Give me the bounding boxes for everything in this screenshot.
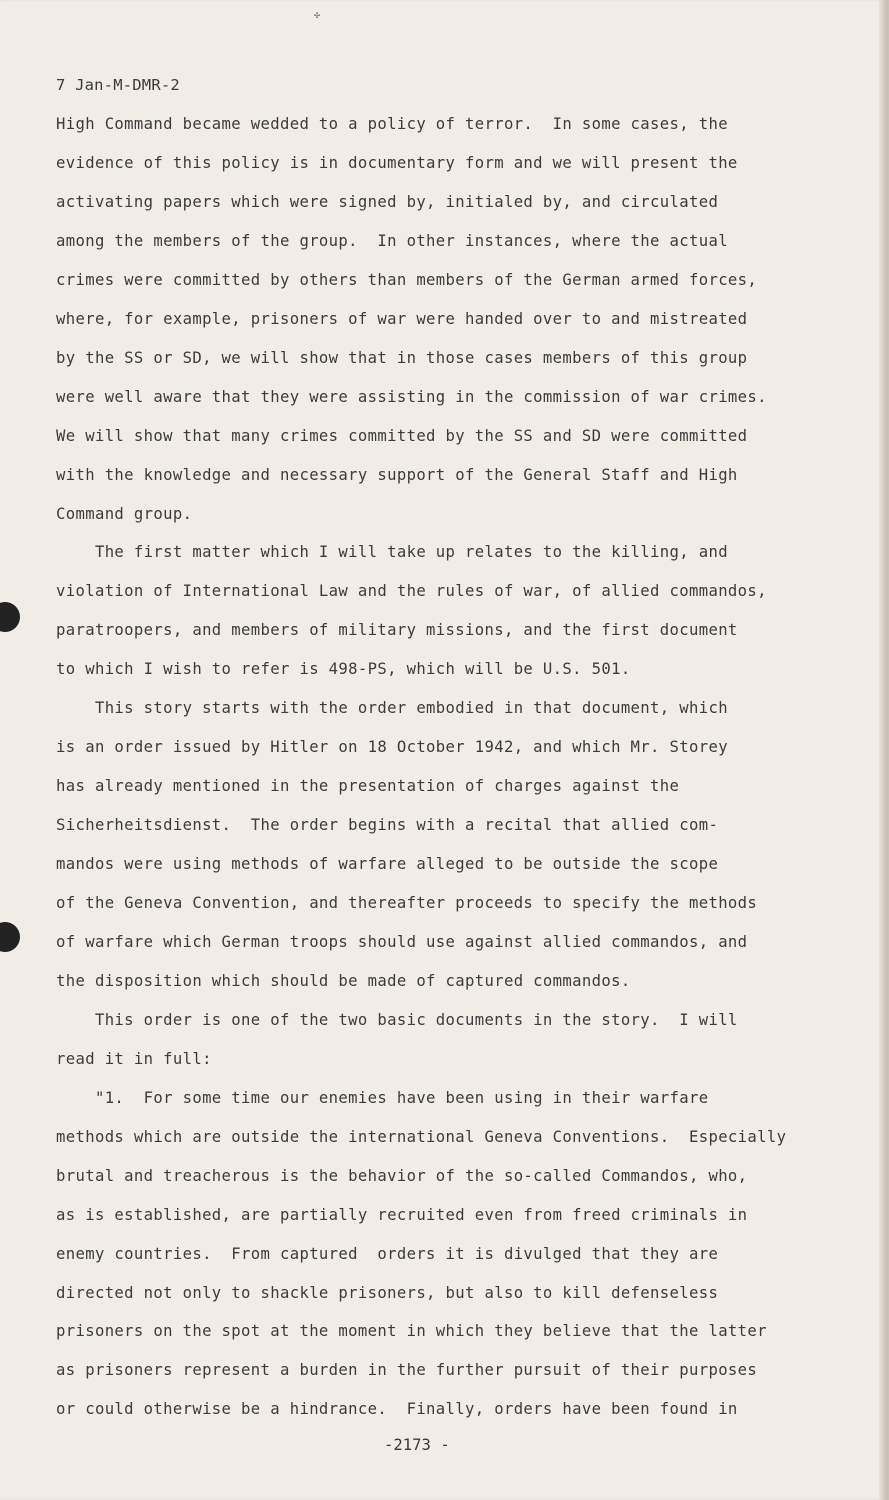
text-line: the disposition which should be made of captured commandos.	[56, 971, 631, 990]
document-reference: 7 Jan-M-DMR-2	[56, 76, 180, 94]
text-line: violation of International Law and the rules of war, of allied commandos,	[56, 582, 767, 601]
text-line: as is established, are partially recruited even from freed criminals in	[56, 1205, 748, 1224]
text-line: brutal and treacherous is the behavior of the so-called Commandos, who,	[56, 1166, 748, 1185]
text-line: activating papers which were signed by, initialed by, and circulated	[56, 192, 719, 211]
text-line: crimes were committed by others than members of the German armed forces,	[56, 270, 758, 289]
text-line: were well aware that they were assisting in the commission of war crimes.	[56, 387, 767, 406]
text-line: or could otherwise be a hindrance. Finally, orders have been found in	[56, 1400, 738, 1419]
text-line: where, for example, prisoners of war were handed over to and mistreated	[56, 309, 748, 328]
text-line: This order is one of the two basic documents in the story. I will	[56, 1010, 738, 1029]
text-line: enemy countries. From captured orders it is divulged that they are	[56, 1244, 719, 1263]
text-line: Sicherheitsdienst. The order begins with a recital that allied com-	[56, 816, 719, 835]
text-line: of the Geneva Convention, and thereafter proceeds to specify the methods	[56, 894, 758, 912]
text-line: has already mentioned in the presentation of charges against the	[56, 777, 680, 796]
stamp-mark-icon: ✣	[314, 10, 321, 21]
text-line: read it in full:	[56, 1049, 212, 1068]
text-line: to which I wish to refer is 498-PS, which will be U.S. 501.	[56, 660, 631, 679]
text-line: This story starts with the order embodied in that document, which	[56, 699, 728, 718]
page-edge	[879, 0, 885, 1500]
text-line: mandos were using methods of warfare alleged to be outside the scope	[56, 855, 719, 874]
text-line: among the members of the group. In other instances, where the actual	[56, 231, 728, 250]
text-line: paratroopers, and members of military missions, and the first document	[56, 621, 738, 640]
punch-hole-icon	[0, 602, 20, 632]
text-line: methods which are outside the international Geneva Conventions. Especially	[56, 1127, 787, 1146]
text-line: High Command became wedded to a policy of terror. In some cases, the	[56, 115, 728, 133]
text-line: with the knowledge and necessary support of the General Staff and High	[56, 465, 738, 484]
text-line: evidence of this policy is in documentary form and we will present the	[56, 153, 738, 172]
text-line: directed not only to shackle prisoners, but also to kill defenseless	[56, 1283, 719, 1302]
text-line: The first matter which I will take up relates to the killing, and	[56, 543, 728, 562]
page-number: -2173 -	[384, 1436, 450, 1454]
text-line: as prisoners represent a burden in the further pursuit of their purposes	[56, 1361, 758, 1380]
text-line: prisoners on the spot at the moment in which they believe that the latter	[56, 1322, 767, 1341]
text-line: by the SS or SD, we will show that in those cases members of this group	[56, 348, 748, 367]
text-line: "1. For some time our enemies have been using in their warfare	[56, 1088, 709, 1107]
punch-hole-icon	[0, 922, 20, 952]
text-line: We will show that many crimes committed by the SS and SD were committed	[56, 426, 748, 445]
text-line: is an order issued by Hitler on 18 October 1942, and which Mr. Storey	[56, 738, 728, 757]
text-line: Command group.	[56, 504, 193, 523]
text-line: of warfare which German troops should use against allied commandos, and	[56, 932, 748, 951]
